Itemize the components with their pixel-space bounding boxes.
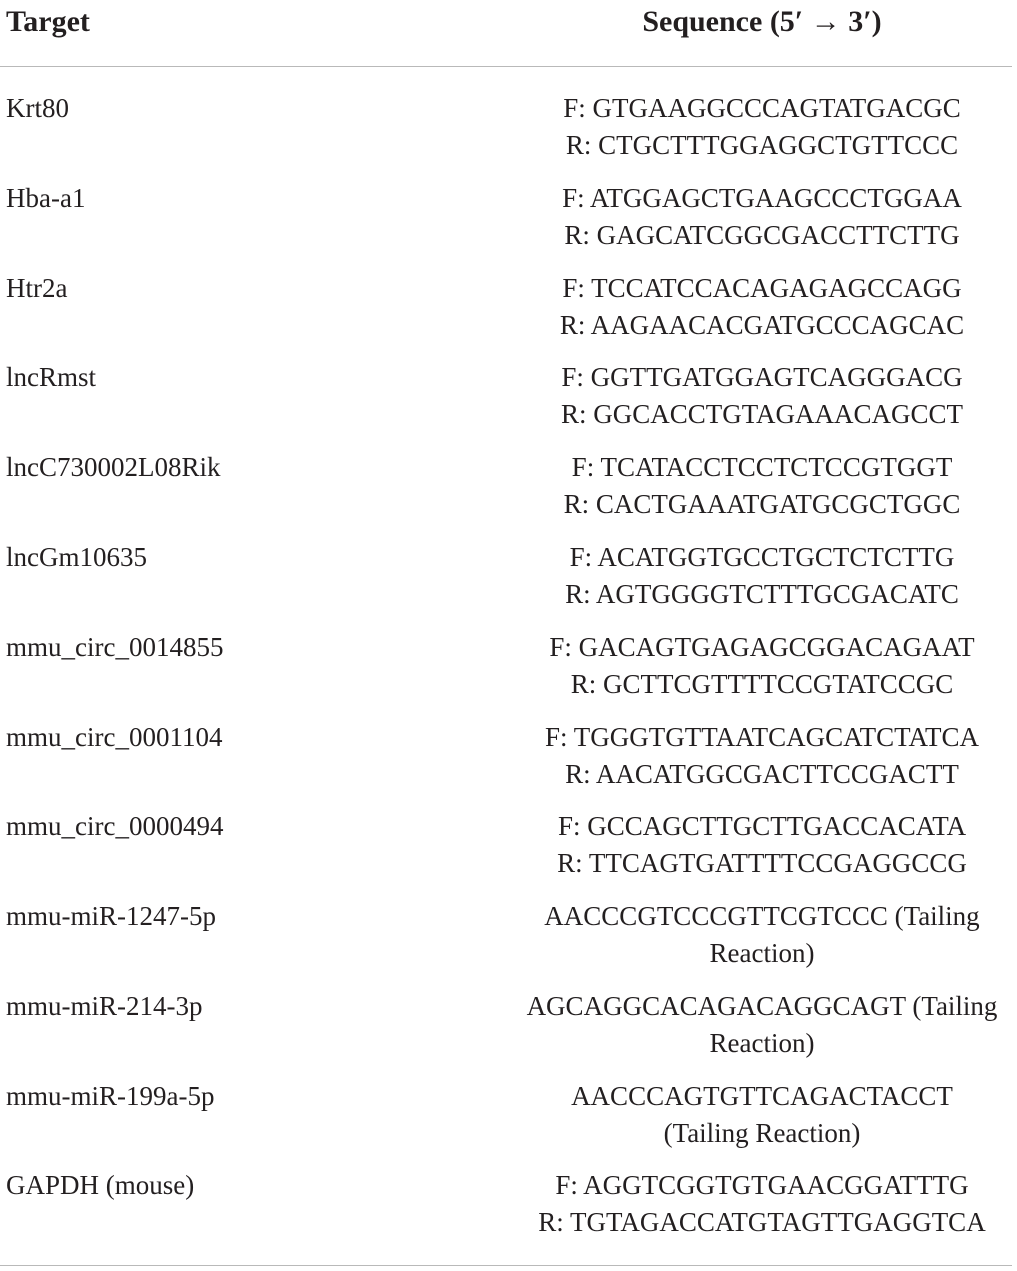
sequence-line: AACCCGTCCCGTTCGTCCC (Tailing xyxy=(544,901,980,931)
sequence-line: R: GCTTCGTTTTCCGTATCCGC xyxy=(570,669,954,699)
sequence-line: F: TCCATCCACAGAGAGCCAGG xyxy=(562,273,962,303)
sequence-line: R: CTGCTTTGGAGGCTGTTCCC xyxy=(565,130,959,160)
target-name: lncGm10635 xyxy=(6,542,147,572)
sequence-line: R: AGTGGGGTCTTTGCGACATC xyxy=(565,579,959,609)
target-name: mmu-miR-199a-5p xyxy=(6,1081,215,1111)
sequence-cell xyxy=(520,270,1004,344)
sequence-cell xyxy=(520,1078,1004,1152)
sequence-line: F: GGTTGATGGAGTCAGGGACG xyxy=(561,362,963,392)
target-name: GAPDH (mouse) xyxy=(6,1170,195,1200)
sequence-cell xyxy=(520,719,1004,793)
sequence-cell xyxy=(520,539,1004,613)
sequence-cell xyxy=(520,808,1004,882)
sequence-line: R: TGTAGACCATGTAGTTGAGGTCA xyxy=(538,1207,986,1237)
sequence-line: R: TTCAGTGATTTTCCGAGGCCG xyxy=(557,848,967,878)
table-header xyxy=(0,0,1017,42)
sequence-cell xyxy=(520,180,1004,254)
sequence-line: R: GAGCATCGGCGACCTTCTTG xyxy=(564,220,960,250)
header-sequence: Sequence (5′ → 3′) xyxy=(642,5,882,38)
sequence-cell xyxy=(520,1167,1004,1241)
sequence-line: Reaction) xyxy=(709,938,815,968)
sequence-line: F: ATGGAGCTGAAGCCCTGGAA xyxy=(562,183,962,213)
sequence-line: F: GTGAAGGCCCAGTATGACGC xyxy=(563,93,961,123)
sequence-line: F: GACAGTGAGAGCGGACAGAAT xyxy=(549,632,975,662)
sequence-line: (Tailing Reaction) xyxy=(663,1118,861,1148)
sequence-cell xyxy=(520,359,1004,433)
header-rule xyxy=(0,66,1012,67)
sequence-cell xyxy=(520,629,1004,703)
target-name: Htr2a xyxy=(6,273,68,303)
target-name: mmu-miR-214-3p xyxy=(6,991,203,1021)
target-name: mmu_circ_0000494 xyxy=(6,811,224,841)
sequence-line: F: ACATGGTGCCTGCTCTCTTG xyxy=(569,542,955,572)
sequence-cell xyxy=(520,449,1004,523)
footer-rule xyxy=(0,1265,1012,1266)
sequence-line: F: AGGTCGGTGTGAACGGATTTG xyxy=(555,1170,969,1200)
sequence-line: F: TGGGTGTTAATCAGCATCTATCA xyxy=(545,722,979,752)
sequence-cell xyxy=(520,898,1004,972)
sequence-line: F: GCCAGCTTGCTTGACCACATA xyxy=(557,811,967,841)
sequence-line: Reaction) xyxy=(709,1028,815,1058)
sequence-line: AGCAGGCACAGACAGGCAGT (Tailing xyxy=(526,991,998,1021)
target-name: lncC730002L08Rik xyxy=(6,452,221,482)
target-name: mmu_circ_0014855 xyxy=(6,632,224,662)
sequence-line: R: CACTGAAATGATGCGCTGGC xyxy=(563,489,961,519)
sequence-line: R: AACATGGCGACTTCCGACTT xyxy=(565,759,959,789)
sequence-cell xyxy=(520,90,1004,164)
sequence-line: AACCCAGTGTTCAGACTACCT xyxy=(571,1081,953,1111)
sequence-line: F: TCATACCTCCTCTCCGTGGT xyxy=(571,452,953,482)
target-name: Hba-a1 xyxy=(6,183,86,213)
sequence-cell xyxy=(520,988,1004,1062)
target-name: Krt80 xyxy=(6,93,69,123)
target-name: mmu-miR-1247-5p xyxy=(6,901,216,931)
sequence-line: R: GGCACCTGTAGAAACAGCCT xyxy=(560,399,964,429)
sequence-line: R: AAGAACACGATGCCCAGCAC xyxy=(559,310,965,340)
target-name: mmu_circ_0001104 xyxy=(6,722,223,752)
target-name: lncRmst xyxy=(6,362,97,392)
header-target: Target xyxy=(6,5,90,38)
